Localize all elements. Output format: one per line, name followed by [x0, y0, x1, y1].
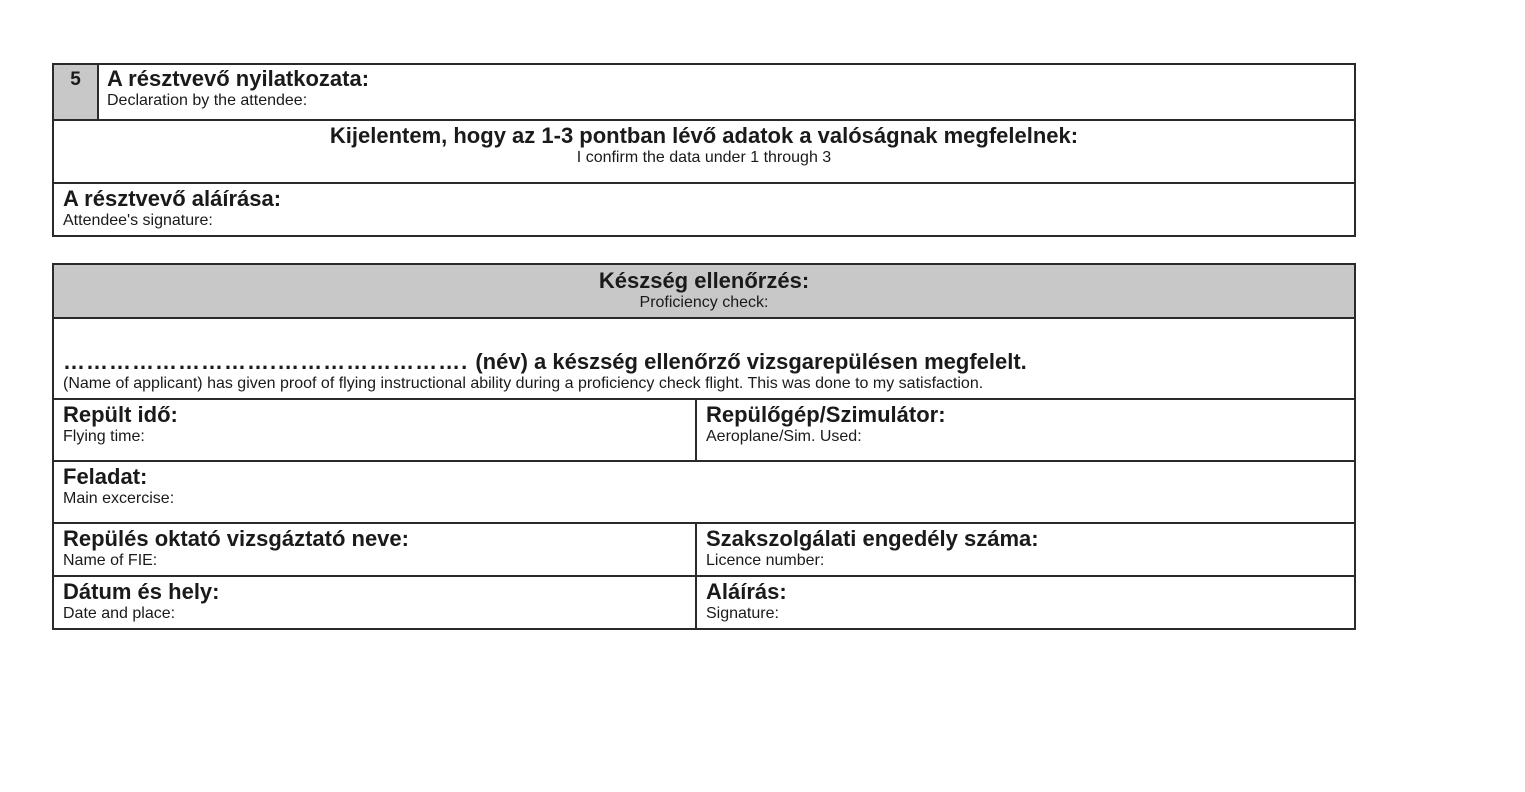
section-number: 5 [53, 64, 98, 120]
proficiency-statement [63, 350, 1354, 374]
aeroplane-label-en: Aeroplane/Sim. Used: [706, 428, 862, 445]
confirmation-text-en: I confirm the data under 1 through 3 [576, 149, 832, 166]
proficiency-check-table [52, 263, 1356, 630]
confirmation-text: Kijelentem, hogy az 1-3 pontban lévő adatok a valóságnak megfelelnek: [329, 123, 1079, 148]
date-place-field[interactable] [53, 576, 696, 629]
signature-label-en: Signature: [706, 605, 779, 622]
fie-name-label-en: Name of FIE: [63, 552, 158, 569]
proficiency-title: Készség ellenőrzés: [598, 268, 810, 293]
flying-time-label: Repült idő: [63, 402, 178, 427]
licence-number-field[interactable] [696, 523, 1355, 576]
date-place-label-en: Date and place: [63, 605, 176, 622]
proficiency-statement-text: (név) a készség ellenőrző vizsgarepülésen megfelelt. [475, 349, 1027, 374]
flying-time-label-en: Flying time: [63, 428, 145, 445]
attendee-signature-label-en: Attendee's signature: [63, 212, 213, 229]
applicant-name-blank[interactable]: ……………………….……………………. [63, 349, 476, 374]
proficiency-subtitle: Proficiency check: [639, 294, 769, 311]
attendee-signature-label: A résztvevő aláírása: [63, 186, 282, 211]
proficiency-statement-cell [53, 318, 1355, 399]
declaration-table [52, 63, 1356, 237]
aeroplane-label: Repülőgép/Szimulátor: [706, 402, 946, 427]
declaration-title: A résztvevő nyilatkozata: [107, 66, 370, 91]
attendee-signature-field[interactable] [53, 183, 1355, 236]
fie-name-field[interactable] [53, 523, 696, 576]
main-exercise-label-en: Main excercise: [63, 490, 175, 507]
licence-number-label-en: Licence number: [706, 552, 825, 569]
proficiency-statement-en: (Name of applicant) has given proof of flying instructional ability during a proficiency check flight. This was done to my satisfaction. [63, 375, 984, 392]
fie-name-label: Repülés oktató vizsgáztató neve: [63, 526, 409, 551]
declaration-subtitle: Declaration by the attendee: [107, 92, 308, 109]
declaration-header [98, 64, 1355, 120]
confirmation-cell [53, 120, 1355, 183]
signature-label: Aláírás: [706, 579, 787, 604]
main-exercise-label: Feladat: [63, 464, 148, 489]
proficiency-header [53, 264, 1355, 318]
main-exercise-field[interactable] [53, 461, 1355, 523]
licence-number-label: Szakszolgálati engedély száma: [706, 526, 1039, 551]
aeroplane-field[interactable] [696, 399, 1355, 461]
date-place-label: Dátum és hely: [63, 579, 220, 604]
signature-field[interactable] [696, 576, 1355, 629]
flying-time-field[interactable] [53, 399, 696, 461]
